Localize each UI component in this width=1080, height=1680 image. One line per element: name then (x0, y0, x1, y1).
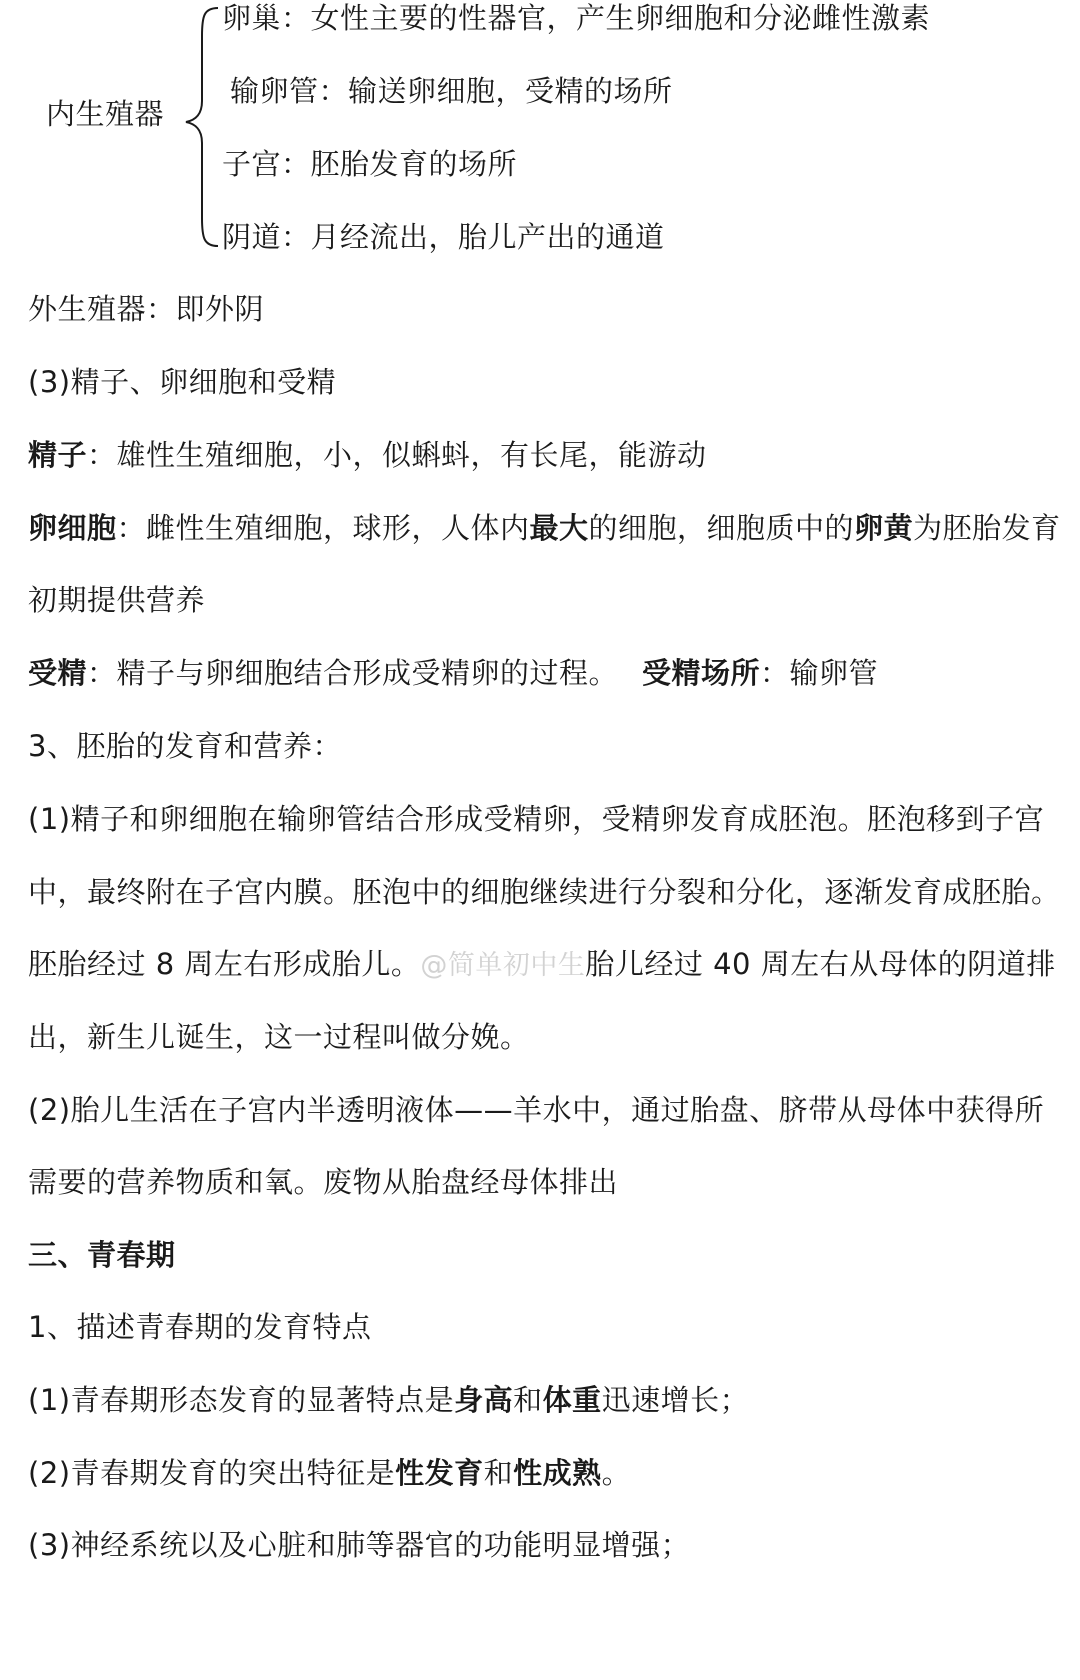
embryo-paragraph-line: 需要的营养物质和氧。废物从胎盘经母体排出 (28, 1165, 619, 1199)
emphasis: 性成熟 (513, 1456, 602, 1490)
organ-desc: 输送卵细胞，受精的场所 (348, 74, 673, 108)
definition: ：精子与卵细胞结合形成受精卵的过程。 (87, 656, 619, 690)
text: (1)青春期形态发育的显著特点是 (28, 1383, 455, 1417)
organ-desc: 胚胎发育的场所 (310, 147, 518, 181)
brace-icon (182, 6, 232, 250)
embryo-paragraph-line (28, 944, 1056, 986)
internal-organs-label: 内生殖器 (46, 97, 165, 131)
sperm-definition (28, 435, 707, 475)
definition: ：雄性生殖细胞，小，似蝌蚪，有长尾，能游动 (87, 438, 707, 472)
emphasis: 身高 (454, 1383, 514, 1417)
text: 和 (513, 1383, 543, 1417)
text: 胚胎经过 8 周左右形成胎儿。 (28, 947, 421, 981)
term: 受精场所 (642, 656, 761, 690)
text: 。 (601, 1456, 632, 1490)
organ-desc: 月经流出，胎儿产出的通道 (310, 220, 665, 254)
emphasis: 性发育 (395, 1456, 484, 1490)
emphasis: 体重 (542, 1383, 602, 1417)
organ-name: 阴道： (222, 220, 311, 254)
definition: ：输卵管 (760, 656, 879, 690)
organ-uterus (222, 144, 517, 184)
egg-definition (28, 508, 1061, 548)
fertilization-definition (28, 653, 878, 693)
term: 卵细胞 (28, 511, 117, 545)
text: 胎儿经过 40 周左右从母体的阴道排 (585, 947, 1056, 981)
embryo-heading: 3、胚胎的发育和营养： (28, 729, 342, 763)
embryo-paragraph-line: (2)胎儿生活在子宫内半透明液体——羊水中，通过胎盘、脐带从母体中获得所 (28, 1093, 1045, 1127)
organ-name: 输卵管： (230, 74, 349, 108)
term: 受精 (28, 656, 88, 690)
emphasis: 卵黄 (854, 511, 914, 545)
text: (2)青春期发育的突出特征是 (28, 1456, 396, 1490)
puberty-heading: 三、青春期 (28, 1238, 176, 1272)
section-heading-fertilization: (3)精子、卵细胞和受精 (28, 365, 337, 399)
watermark: @简单初中生 (420, 950, 586, 981)
organ-name: 子宫： (222, 147, 311, 181)
emphasis: 最大 (529, 511, 589, 545)
egg-definition-cont: 初期提供营养 (28, 583, 206, 617)
organ-ovary (222, 0, 930, 38)
organ-name: 卵巢： (222, 1, 311, 35)
organ-oviduct (230, 71, 673, 111)
external-organs: 外生殖器：即外阴 (28, 292, 265, 326)
embryo-paragraph-line: 中，最终附在子宫内膜。胚泡中的细胞继续进行分裂和分化，逐渐发育成胚胎。 (28, 875, 1061, 909)
puberty-subheading: 1、描述青春期的发育特点 (28, 1310, 372, 1344)
text: 迅速增长； (601, 1383, 750, 1417)
text: 为胚胎发育 (913, 511, 1061, 545)
text: 的细胞，细胞质中的 (588, 511, 855, 545)
embryo-paragraph-line: (1)精子和卵细胞在输卵管结合形成受精卵，受精卵发育成胚泡。胚泡移到子宫 (28, 802, 1045, 836)
puberty-item: (3)神经系统以及心脏和肺等器官的功能明显增强； (28, 1528, 691, 1562)
embryo-paragraph-line: 出，新生儿诞生，这一过程叫做分娩。 (28, 1020, 530, 1054)
puberty-item (28, 1453, 631, 1493)
term: 精子 (28, 438, 88, 472)
puberty-item (28, 1380, 749, 1420)
text: ：雌性生殖细胞，球形，人体内 (116, 511, 530, 545)
organ-desc: 女性主要的性器官，产生卵细胞和分泌雌性激素 (310, 1, 931, 35)
text: 和 (483, 1456, 514, 1490)
organ-vagina (222, 217, 665, 257)
